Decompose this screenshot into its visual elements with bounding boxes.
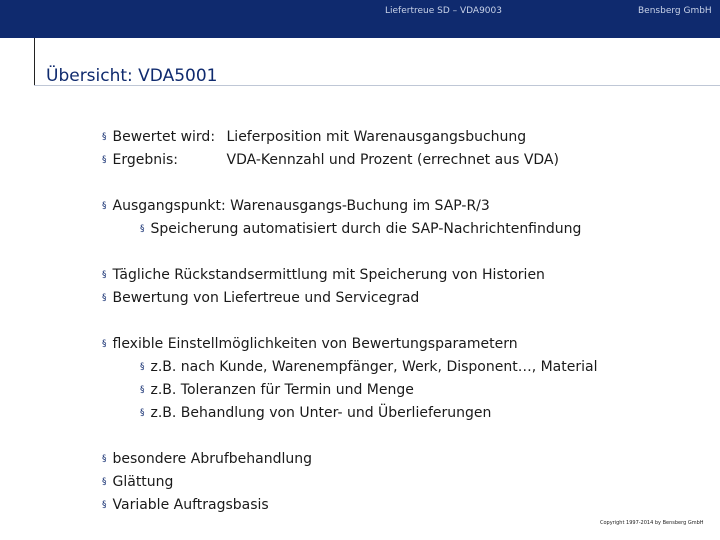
bullet-icon: § [102, 454, 107, 464]
sub-bullet-item [140, 358, 597, 378]
bullet-icon: § [102, 155, 107, 165]
bullet-icon: § [140, 408, 145, 418]
sub-bullet-item [140, 404, 491, 424]
header-bar [0, 0, 720, 38]
bullet-item [102, 266, 545, 286]
bullet-icon: § [140, 224, 145, 234]
bullet-item [102, 496, 269, 516]
header-company: Bensberg GmbH [638, 6, 712, 16]
sub-bullet-item [140, 220, 581, 240]
bullet-item [102, 197, 490, 217]
bullet-icon: § [102, 270, 107, 280]
item-text: Speicherung automatisiert durch die SAP-Nachrichtenfindung [150, 221, 582, 237]
item-label: Ergebnis: [112, 152, 179, 168]
bullet-item [102, 335, 518, 355]
item-text: Glättung [112, 474, 174, 490]
item-text: z.B. nach Kunde, Warenempfänger, Werk, Disponent…, Material [150, 359, 598, 375]
item-text: z.B. Behandlung von Unter- und Überlieferungen [150, 405, 492, 421]
sub-bullet-item [140, 381, 414, 401]
slide-title: Übersicht: VDA5001 [46, 66, 218, 86]
bullet-item [102, 289, 419, 309]
item-text: VDA-Kennzahl und Prozent (errechnet aus VDA) [226, 152, 559, 168]
item-text: besondere Abrufbehandlung [112, 451, 312, 467]
bullet-item [102, 473, 173, 493]
bullet-icon: § [102, 339, 107, 349]
item-label: Bewertet wird: [112, 129, 216, 145]
item-text: flexible Einstellmöglichkeiten von Bewertungsparametern [112, 336, 518, 352]
item-text: Lieferposition mit Warenausgangsbuchung [226, 129, 527, 145]
item-text: Tägliche Rückstandsermittlung mit Speicherung von Historien [112, 267, 545, 283]
header-title: Liefertreue SD – VDA9003 [385, 6, 502, 16]
title-vertical-rule [34, 38, 35, 85]
bullet-icon: § [140, 362, 145, 372]
bullet-icon: § [102, 500, 107, 510]
footer-copyright: Copyright 1997-2014 by Bensberg GmbH [600, 520, 704, 526]
bullet-icon: § [102, 293, 107, 303]
item-text: Bewertung von Liefertreue und Servicegrad [112, 290, 420, 306]
bullet-item [102, 151, 559, 171]
bullet-icon: § [102, 201, 107, 211]
item-text: Variable Auftragsbasis [112, 497, 269, 513]
bullet-icon: § [102, 477, 107, 487]
bullet-icon: § [140, 385, 145, 395]
item-text: z.B. Toleranzen für Termin und Menge [150, 382, 414, 398]
bullet-item [102, 450, 312, 470]
bullet-item [102, 128, 526, 148]
bullet-icon: § [102, 132, 107, 142]
item-text: Ausgangspunkt: Warenausgangs-Buchung im SAP-R/3 [112, 198, 490, 214]
